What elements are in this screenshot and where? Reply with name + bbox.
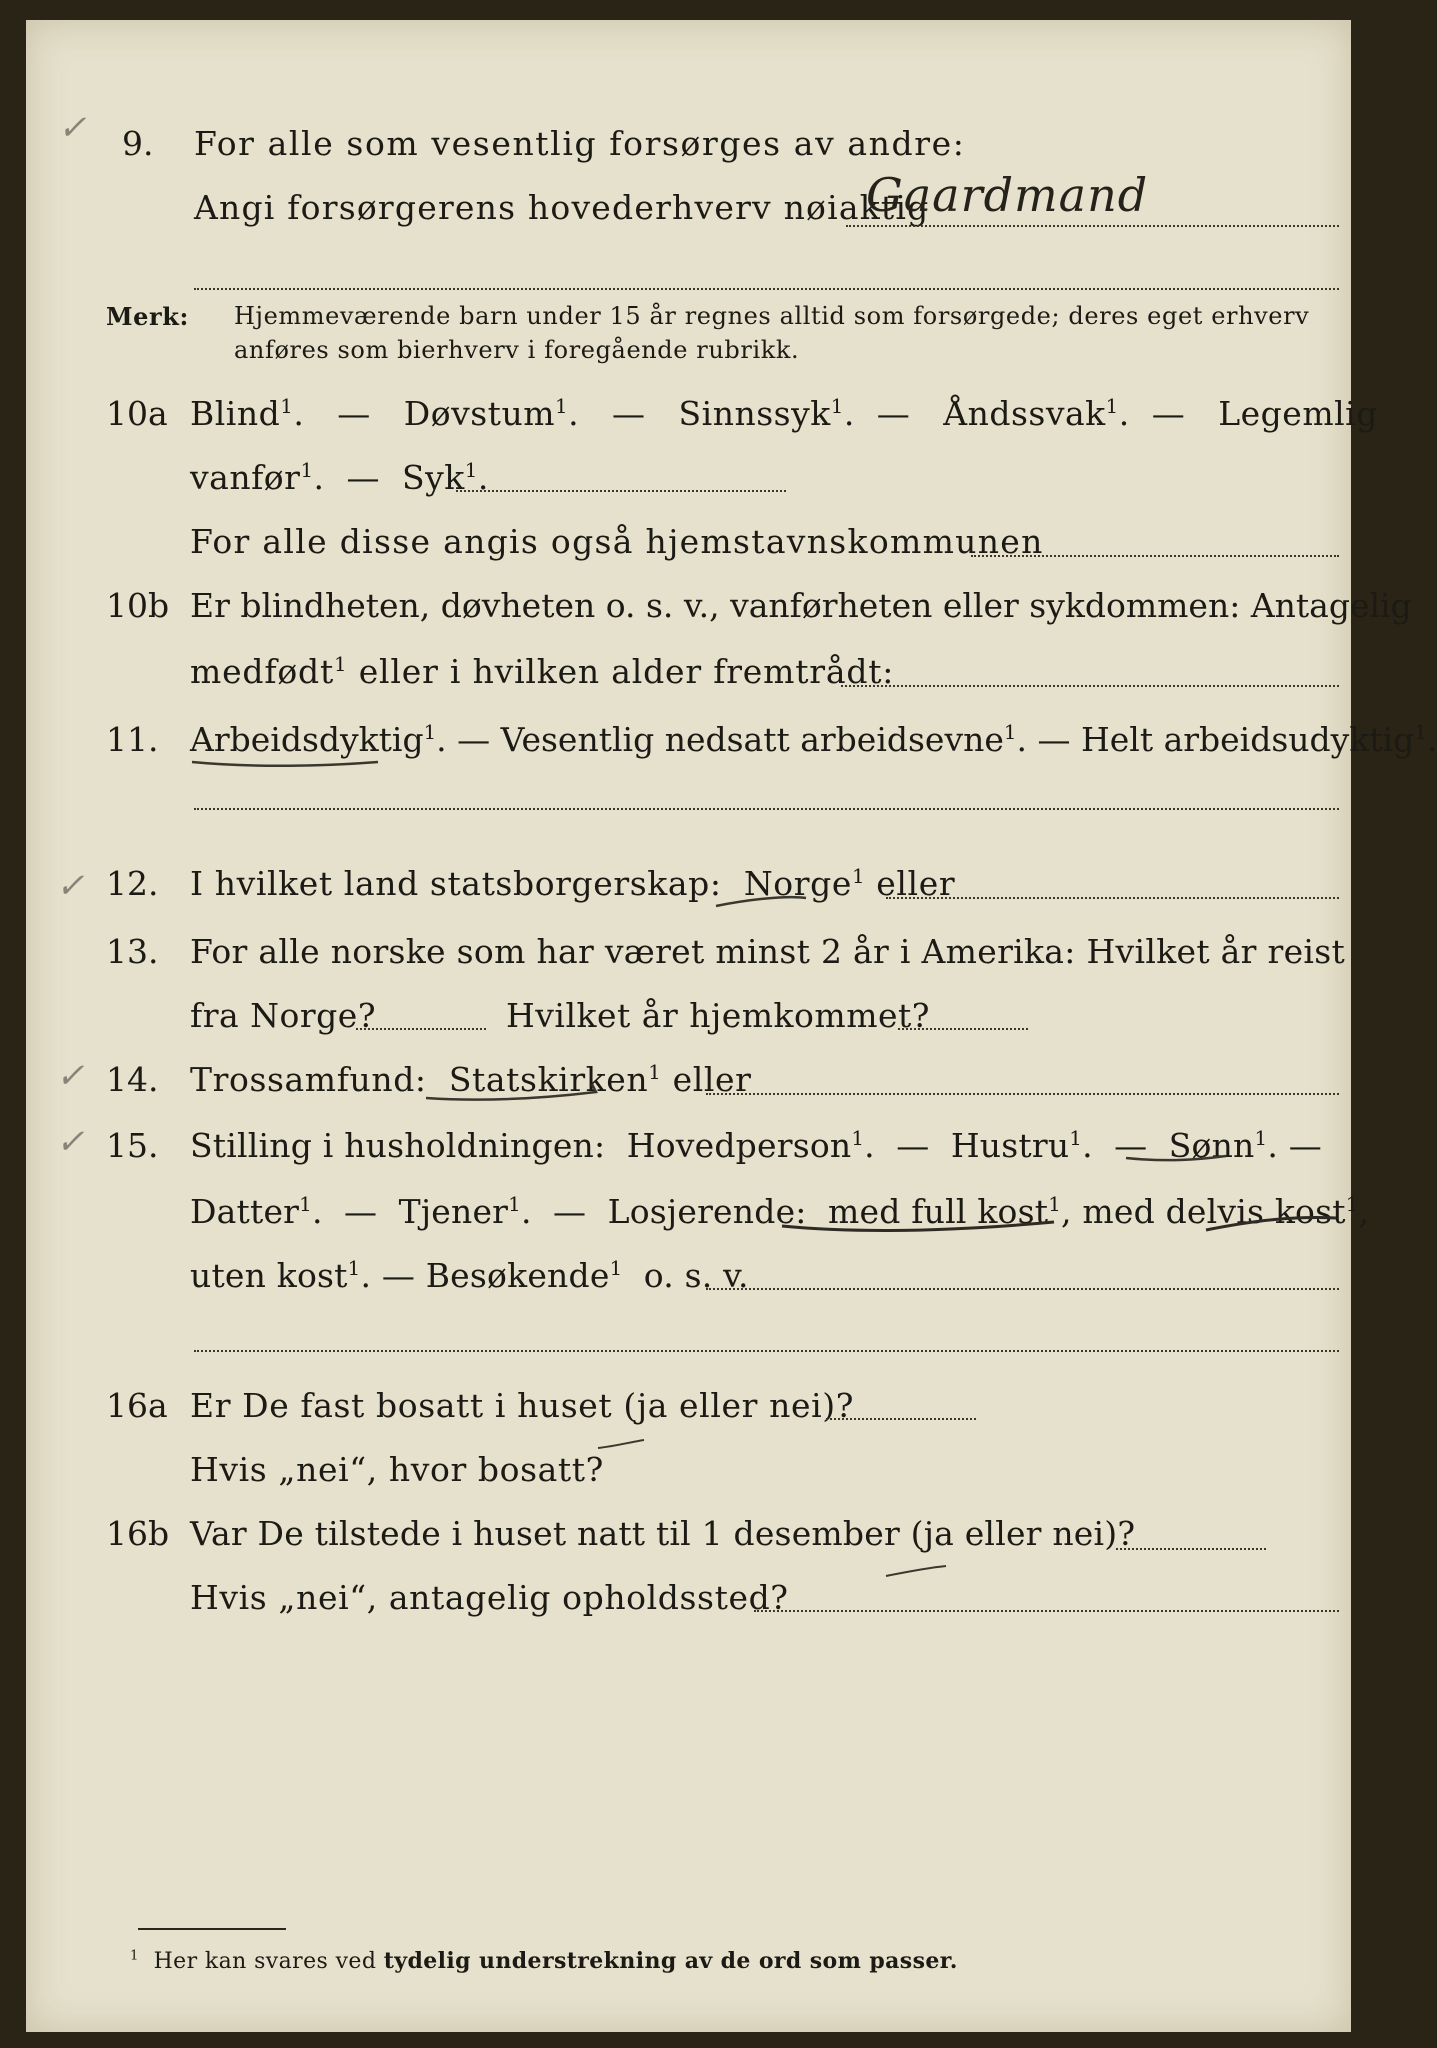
arbeidsdyktig-option: Arbeidsdyktig bbox=[190, 720, 424, 759]
q15-line1: Stilling i husholdningen: Hovedperson$^1$. — Hustru$^1$. — Sønn$^1$. — bbox=[190, 1126, 1322, 1165]
q16b-line1: Var De tilstede i huset natt til 1 desember (ja eller nei)? bbox=[190, 1514, 1136, 1553]
tjener-option: Tjener bbox=[398, 1192, 509, 1231]
q13-hjemkommet: Hvilket år hjemkommet? bbox=[506, 996, 930, 1035]
q16b-line2: Hvis „nei“, antagelig opholdssted? bbox=[190, 1578, 789, 1617]
norge-option: Norge bbox=[743, 864, 852, 903]
q12-line: I hvilket land statsborgerskap: Norge$^1$ eller bbox=[190, 864, 956, 903]
check-mark-15: ✓ bbox=[56, 1122, 85, 1162]
sinnssyk-option: Sinnssyk bbox=[678, 394, 831, 433]
andssvak-option: Åndssvak bbox=[943, 394, 1106, 433]
q12-number: 12. bbox=[106, 864, 159, 903]
nedsatt-option: Vesentlig nedsatt arbeidsevne bbox=[500, 720, 1004, 759]
hustru-option: Hustru bbox=[950, 1126, 1070, 1165]
q9-line2: Angi forsørgerens hovederhverv nøiaktig bbox=[194, 188, 930, 227]
hovedperson-option: Hovedperson bbox=[626, 1126, 852, 1165]
q9-line1: For alle som vesentlig forsørges av andre: bbox=[194, 124, 966, 163]
q13-line1: For alle norske som har været minst 2 år i Amerika: Hvilket år reist bbox=[190, 932, 1346, 971]
q10a-line3: For alle disse angis også hjemstavnskommunen bbox=[190, 522, 1044, 561]
syk-option: Syk bbox=[401, 458, 465, 497]
merk-line1: Hjemmeværende barn under 15 år regnes alltid som forsørgede; deres eget erhverv bbox=[234, 302, 1310, 330]
underline-sonn bbox=[1126, 1156, 1226, 1160]
q10a-number: 10a bbox=[106, 394, 168, 433]
census-form-page bbox=[26, 20, 1437, 2032]
sonn-option: Sønn bbox=[1168, 1126, 1255, 1165]
q16a-number: 16a bbox=[106, 1386, 168, 1425]
q10b-line2: medfødt$^1$ eller i hvilken alder fremtrådt: bbox=[190, 652, 895, 691]
q10a-line2: vanfør$^1$. — Syk$^1$. bbox=[190, 458, 489, 497]
underline-statskirken bbox=[426, 1084, 596, 1100]
check-mark-14: ✓ bbox=[56, 1056, 85, 1096]
underline-norge bbox=[716, 897, 806, 906]
check-mark-12: ✓ bbox=[56, 866, 85, 906]
delvis-kost-option: med delvis kost bbox=[1082, 1192, 1346, 1231]
footnote: $^1$ Her kan svares ved tydelig understrekning av de ord som passer. bbox=[130, 1948, 958, 1974]
q11-number: 11. bbox=[106, 720, 159, 759]
underline-full-kost bbox=[782, 1222, 1054, 1230]
q15-number: 15. bbox=[106, 1126, 159, 1165]
statskirken-option: Statskirken bbox=[448, 1060, 649, 1099]
besokende-option: Besøkende bbox=[425, 1256, 610, 1295]
check-mark-9: ✓ bbox=[58, 108, 87, 148]
q9-number: 9. bbox=[122, 124, 154, 163]
q16a-line1: Er De fast bosatt i huset (ja eller nei)? bbox=[190, 1386, 854, 1425]
udyktig-option: Helt arbeidsudyktig bbox=[1080, 720, 1415, 759]
uten-kost-option: uten kost bbox=[190, 1256, 348, 1295]
datter-option: Datter bbox=[190, 1192, 300, 1231]
q16b-number: 16b bbox=[106, 1514, 170, 1553]
q10b-line1: Er blindheten, døvheten o. s. v., vanførheten eller sykdommen: Antagelig bbox=[190, 586, 1412, 625]
mark-16a bbox=[598, 1440, 644, 1448]
merk-label: Merk: bbox=[106, 302, 189, 331]
q10a-line1: Blind$^1$. — Døvstum$^1$. — Sinnssyk$^1$. — Åndssvak$^1$. — Legemlig bbox=[190, 394, 1378, 433]
dovstum-option: Døvstum bbox=[403, 394, 555, 433]
q10b-number: 10b bbox=[106, 586, 170, 625]
q16a-line2: Hvis „nei“, hvor bosatt? bbox=[190, 1450, 604, 1489]
q11-line: Arbeidsdyktig$^1$. — Vesentlig nedsatt arbeidsevne$^1$. — Helt arbeidsudyktig$^1$. bbox=[190, 720, 1437, 759]
merk-line2: anføres som bierhverv i foregående rubrikk. bbox=[234, 336, 800, 364]
q14-line: Trossamfund: Statskirken$^1$ eller bbox=[190, 1060, 752, 1099]
q13-fra-norge: fra Norge? bbox=[190, 996, 377, 1035]
q15-line3: uten kost$^1$. — Besøkende$^1$ o. s. v. bbox=[190, 1256, 749, 1295]
mark-16b bbox=[886, 1566, 946, 1576]
blind-option: Blind bbox=[190, 394, 281, 433]
handwritten-underlines bbox=[26, 20, 1351, 2032]
underline-arbeidsdyktig bbox=[192, 762, 378, 766]
full-kost-option: med full kost bbox=[828, 1192, 1049, 1231]
q13-number: 13. bbox=[106, 932, 159, 971]
q9-handwritten-answer: Gaardmand bbox=[866, 168, 1149, 222]
underline-delvis-kost bbox=[1206, 1218, 1336, 1231]
q15-line2: Datter$^1$. — Tjener$^1$. — Losjerende: med full kost$^1$, med delvis kost$^1$, bbox=[190, 1192, 1370, 1231]
vanfor-option: vanfør bbox=[190, 458, 301, 497]
q14-number: 14. bbox=[106, 1060, 159, 1099]
legemlig-option: Legemlig bbox=[1218, 394, 1378, 433]
